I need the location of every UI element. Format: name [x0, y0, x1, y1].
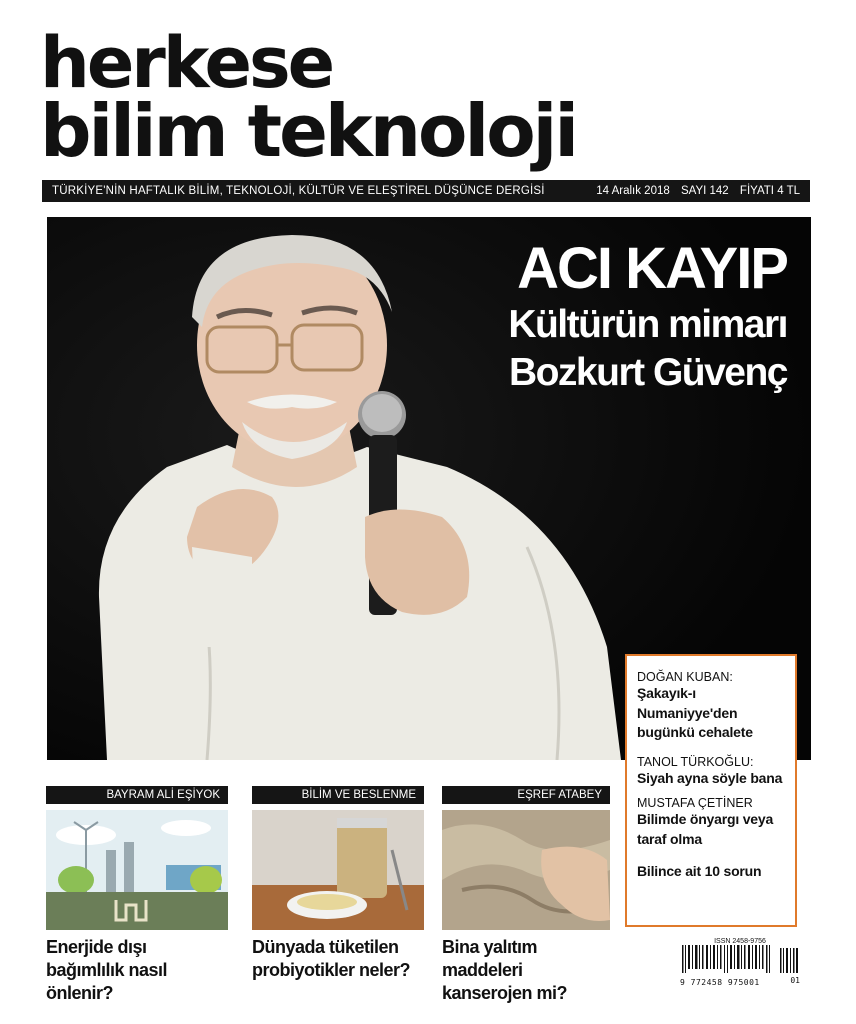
barcode-addon: 01: [790, 976, 800, 985]
barcode-block: [680, 938, 800, 988]
sidebar-teasers: [625, 654, 797, 927]
article-card-insulation[interactable]: [442, 786, 610, 1005]
article-card-energy[interactable]: [46, 786, 228, 1005]
barcode-numbers: [680, 978, 800, 988]
teaser-title: Bilimde önyargı veya taraf olma: [637, 811, 774, 847]
teaser-author: DOĞAN KUBAN:: [637, 670, 733, 684]
hero-headline: ACI KAYIP: [517, 236, 787, 301]
info-bar: [42, 180, 810, 202]
teaser-author: TANOL TÜRKOĞLU:: [637, 754, 754, 769]
card-label: BİLİM VE BESLENME: [252, 786, 424, 804]
insulation-photo: [442, 810, 610, 930]
card-label: BAYRAM ALİ EŞİYOK: [46, 786, 228, 804]
masthead-line-1: herkese: [40, 22, 333, 104]
issue-price: FİYATI 4 TL: [739, 185, 800, 197]
hero-headline-block: [508, 236, 787, 396]
card-title: Bina yalıtım maddeleri kanserojen mi?: [442, 937, 568, 1003]
barcode-digits: 9 772458 975001: [680, 978, 760, 987]
issue-number: SAYI 142: [680, 185, 729, 197]
card-title: Dünyada tüketilen probiyotikler neler?: [252, 937, 411, 980]
card-label: EŞREF ATABEY: [442, 786, 610, 804]
masthead-line-2: bilim teknoloji: [40, 88, 577, 173]
teaser-author: MUSTAFA ÇETİNER: [637, 796, 753, 811]
teaser-extra[interactable]: Bilince ait 10 sorun: [637, 862, 762, 879]
article-card-probiotics[interactable]: [252, 786, 424, 982]
hero-subline-1: Kültürün mimarı: [508, 302, 787, 346]
teaser-item[interactable]: [637, 755, 785, 789]
issue-date: 14 Aralık 2018: [596, 185, 670, 197]
masthead-logo: [40, 22, 577, 173]
hero-subline-2: Bozkurt Güvenç: [508, 350, 787, 394]
teaser-title: Şakayık-ı Numaniyye'den bugünkü cehalete: [637, 685, 753, 741]
teaser-title: Siyah ayna söyle bana: [637, 769, 783, 786]
card-title: Enerjide dışı bağımlılık nasıl önlenir?: [46, 937, 168, 1003]
teaser-item[interactable]: [637, 796, 785, 849]
teaser-item[interactable]: [637, 670, 785, 743]
issn-number: ISSN 2458-9756: [714, 938, 766, 945]
probiotics-photo: [252, 810, 424, 930]
tagline: TÜRKİYE'NİN HAFTALIK BİLİM, TEKNOLOJİ, KÜLTÜR VE ELEŞTİREL DÜŞÜNCE DERGİSİ: [52, 185, 545, 197]
issue-meta: [588, 185, 800, 197]
energy-illustration: [46, 810, 228, 930]
barcode-graphic: [680, 945, 800, 973]
